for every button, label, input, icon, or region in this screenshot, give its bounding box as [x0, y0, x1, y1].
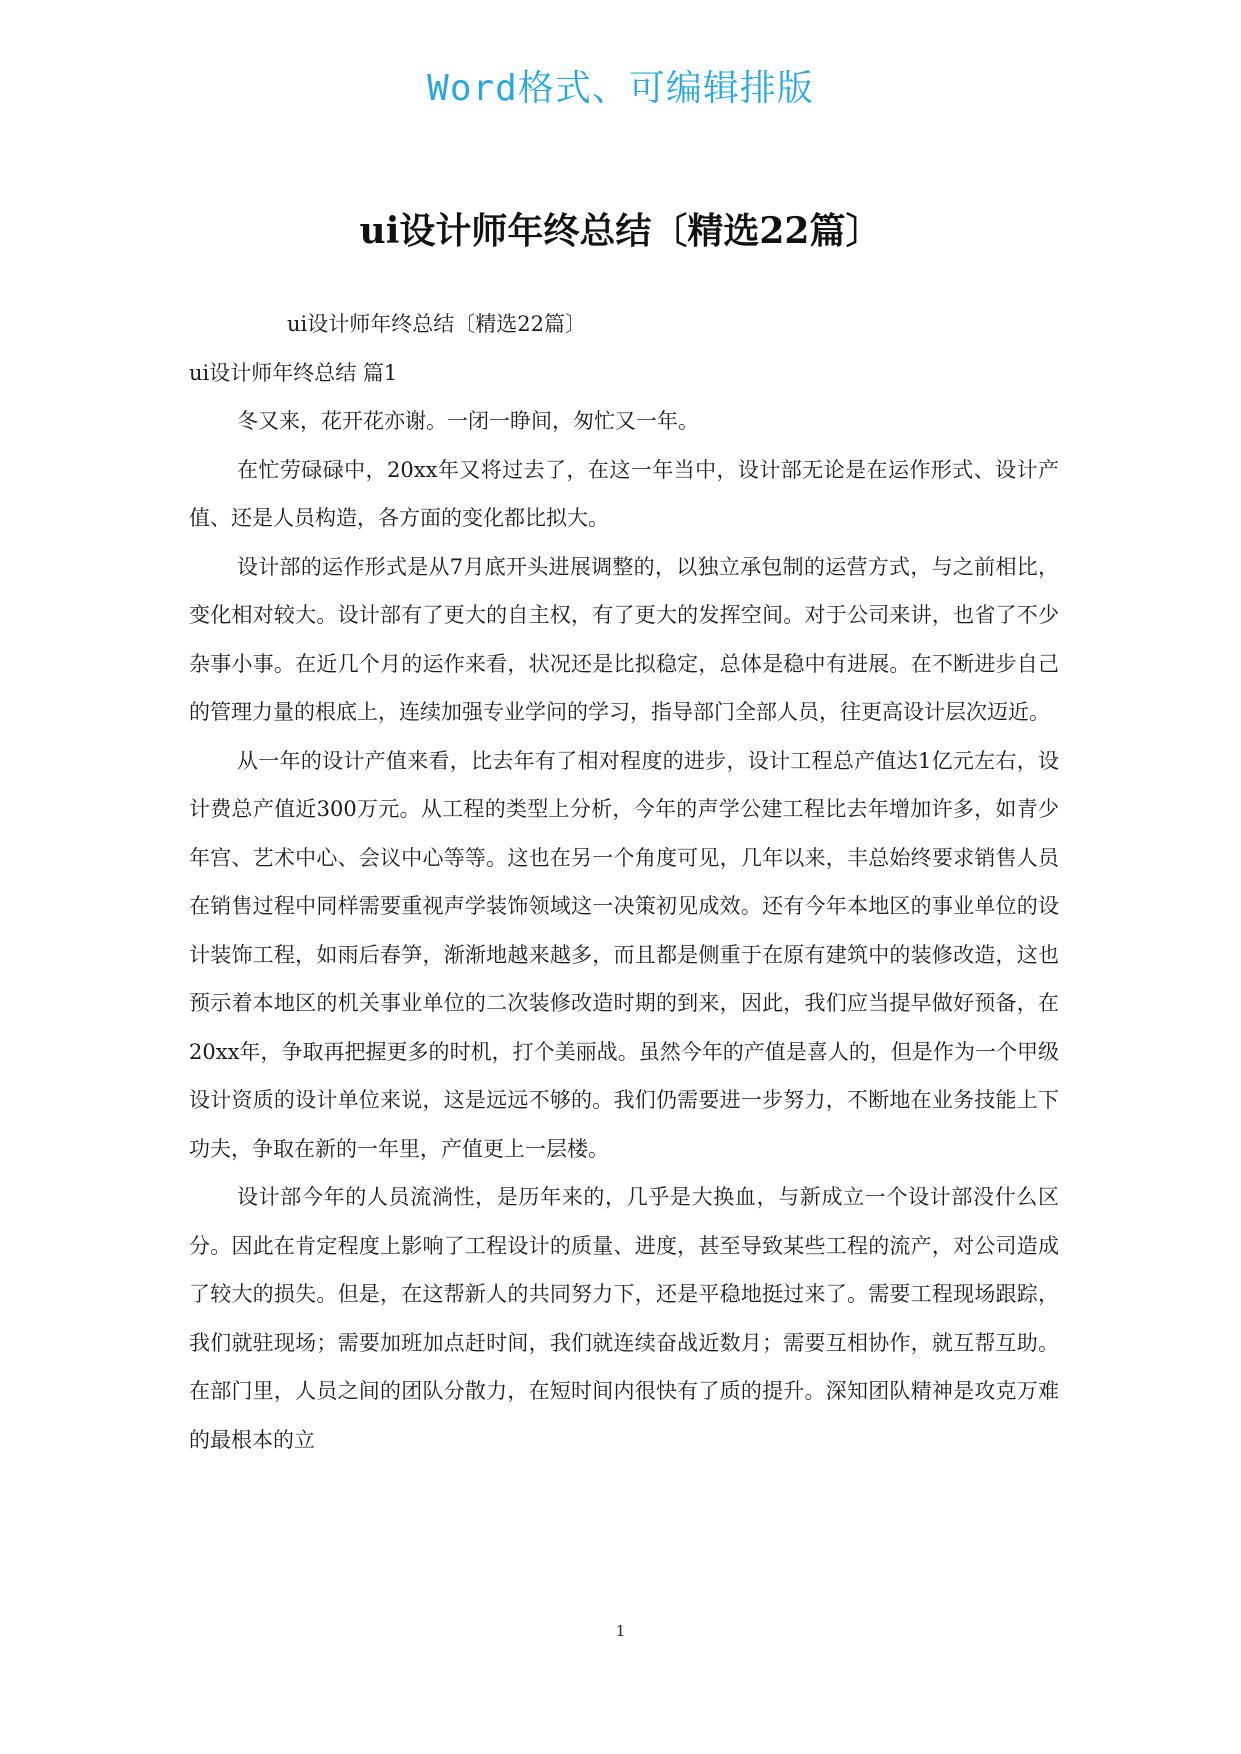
paragraph: 从一年的设计产值来看，比去年有了相对程度的进步，设计工程总产值达1亿元左右，设计费总产值近300万元。从工程的类型上分析，今年的声学公建工程比去年增加许多，如青少年宫、艺术中心、会议中心等等。这也在另一个角度可见，几年以来，丰总始终要求销售人员在销售过程中同样需要重视声学装饰领域这一决策初见成效。还有今年本地区的事业单位的设计装饰工程，如雨后春笋，渐渐地越来越多，而且都是侧重于在原有建筑中的装修改造，这也预示着本地区的机关事业单位的二次装修改造时期的到来，因此，我们应当提早做好预备，在20xx年，争取再把握更多的时机，打个美丽战。虽然今年的产值是喜人的，但是作为一个甲级设计资质的设计单位来说，这是远远不够的。我们仍需要进一步努力，不断地在业务技能上下功夫，争取在新的一年里，产值更上一层楼。: [189, 748, 1059, 1161]
document-subtitle: ui设计师年终总结〔精选22篇〕: [287, 312, 586, 336]
page-number: 1: [615, 1622, 626, 1640]
paragraph: 在忙劳碌碌中，20xx年又将过去了，在这一年当中，设计部无论是在运作形式、设计产值、还是人员构造，各方面的变化都比拟大。: [189, 457, 1059, 530]
document-title: ui设计师年终总结〔精选22篇〕: [359, 210, 882, 252]
paragraph: 冬又来，花开花亦谢。一闭一睁间，匆忙又一年。: [237, 409, 699, 433]
paragraph: 设计部今年的人员流淌性，是历年来的，几乎是大换血，与新成立一个设计部没什么区分。因此在肯定程度上影响了工程设计的质量、进度，甚至导致某些工程的流产，对公司造成了较大的损失。但是，在这帮新人的共同努力下，还是平稳地挺过来了。需要工程现场跟踪，我们就驻现场；需要加班加点赶时间，我们就连续奋战近数月；需要互相协作，就互帮互助。在部门里，人员之间的团队分散力，在短时间内很快有了质的提升。深知团队精神是攻克万难的最根本的立: [189, 1185, 1059, 1452]
document-body: [189, 300, 1059, 1464]
header-banner: Word格式、可编辑排版: [427, 68, 814, 109]
section-heading: ui设计师年终总结 篇1: [189, 360, 398, 385]
paragraph: 设计部的运作形式是从7月底开头进展调整的，以独立承包制的运营方式，与之前相比，变化相对较大。设计部有了更大的自主权，有了更大的发挥空间。对于公司来讲，也省了不少杂事小事。在近几个月的运作来看，状况还是比拟稳定，总体是稳中有进展。在不断进步自己的管理力量的根底上，连续加强专业学问的学习，指导部门全部人员，往更高设计层次迈近。: [189, 554, 1059, 724]
